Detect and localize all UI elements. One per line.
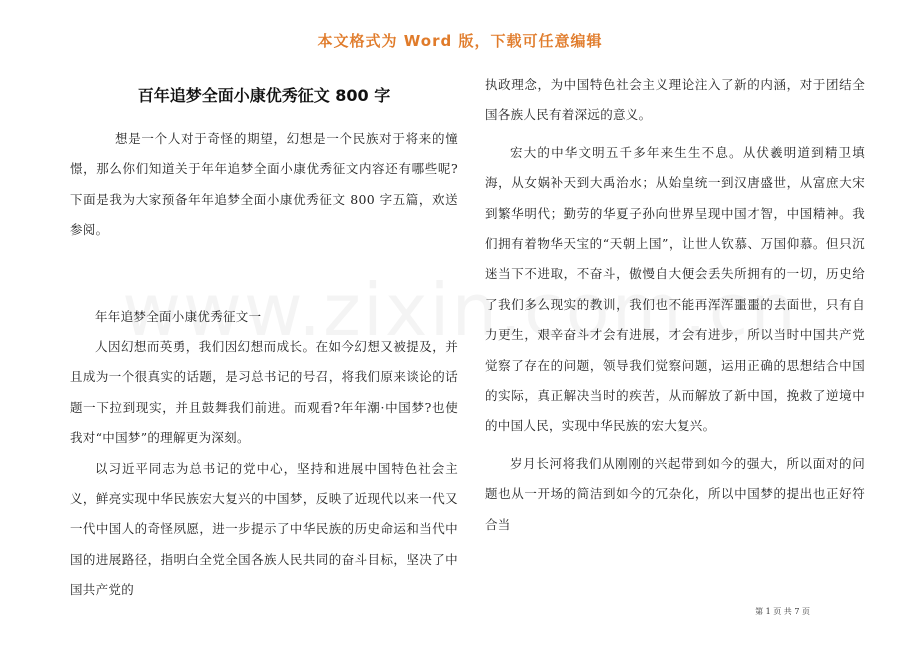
body-paragraph: 宏大的中华文明五千多年来生生不息。从伏羲明道到精卫填海，从女娲补天到大禹治水；从始皇统一到汉唐盛世，从富庶大宋到繁华明代；勤劳的华夏子孙向世界呈现中国才智，中国精神。我们拥有着物华天宝的“天朝上国”，让世人钦慕、万国仰慕。但只沉迷当下不进取，不奋斗，傲慢自大便会丢失所拥有的一切，历史给了我们多么现实的教训，我们也不能再浑浑噩噩的去面世，只有自力更生，艰辛奋斗才会有进展，才会有进步，所以当时中国共产党觉察了存在的问题，领导我们觉察问题，运用正确的思想结合中国的实际，真正解决当时的疾苦，从而解放了新中国，挽救了逆境中的中国人民，实现中华民族的宏大复兴。 — [485, 144, 865, 434]
body-paragraph: 岁月长河将我们从刚刚的兴起带到如今的强大，所以面对的问题也从一开场的简洁到如今的冗杂化，所以中国梦的提出也正好符合当 — [485, 455, 865, 532]
right-column — [485, 70, 865, 540]
format-banner: 本文格式为 Word 版，下载可任意编辑 — [317, 32, 603, 50]
body-paragraph: 人因幻想而英勇，我们因幻想而成长。在如今幻想又被提及，并且成为一个很真实的话题，是习总书记的号召，将我们原来谈论的话题一下拉到现实，并且鼓舞我们前进。而观看?年年潮·中国梦?也使我对“中国梦”的理解更为深刻。 — [70, 339, 458, 446]
section-gap — [70, 246, 458, 302]
intro-paragraph: 想是一个人对于奇怪的期望，幻想是一个民族对于将来的憧憬，那么你们知道关于年年追梦全面小康优秀征文内容还有哪些呢?下面是我为大家预备年年追梦全面小康优秀征文 800 字五篇，欢送参阅。 — [70, 131, 458, 238]
document-title: 百年追梦全面小康优秀征文 800 字 — [137, 86, 391, 105]
section-subheading: 年年追梦全面小康优秀征文一 — [95, 308, 262, 324]
continued-paragraph: 执政理念，为中国特色社会主义理论注入了新的内涵，对于团结全国各族人民有着深远的意义。 — [485, 77, 865, 123]
page-number: 第 1 页 共 7 页 — [755, 607, 810, 616]
left-column — [70, 80, 458, 606]
body-paragraph: 以习近平同志为总书记的党中心，坚持和进展中国特色社会主义，鲜亮实现中华民族宏大复兴的中国梦，反映了近现代以来一代又一代中国人的奇怪夙愿，进一步提示了中华民族的历史命运和当代中国的进展路径，指明白全党全国各族人民共同的奋斗目标，坚决了中国共产党的 — [70, 460, 458, 598]
